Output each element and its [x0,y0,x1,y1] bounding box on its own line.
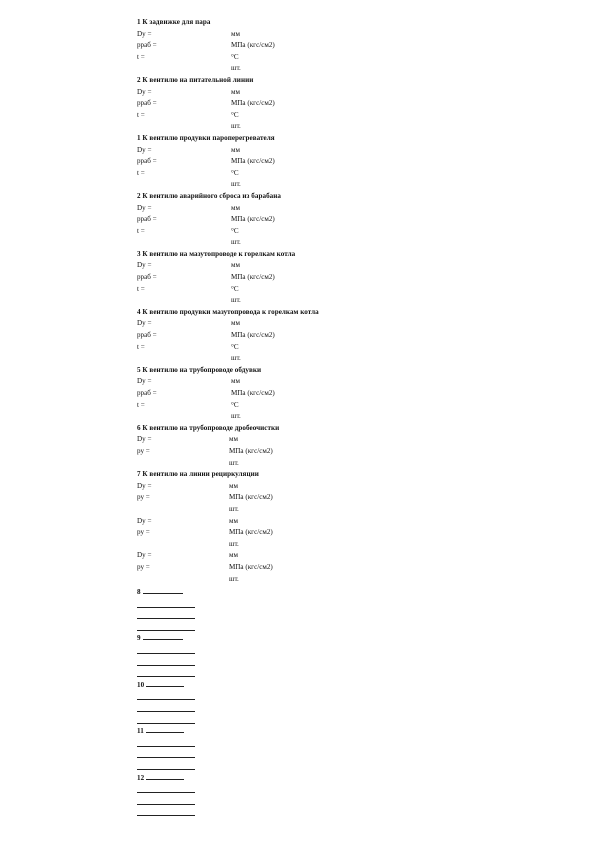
spec-row [137,481,557,493]
fill-in-row [137,691,557,703]
fill-in-row [137,715,557,727]
spec-row [137,342,557,354]
section-heading: 2 К вентилю на питательной линии [137,75,254,84]
blank-item-heading [137,680,557,692]
spec-label: Dу = [137,87,152,96]
spec-row [137,156,557,168]
spec-row [137,179,557,191]
spec-unit: мм [231,319,240,328]
spec-row [137,272,557,284]
spec-unit: мм [229,516,238,525]
blank-item-heading [137,773,557,785]
section-heading: 2 К вентилю аварийного сброса из барабана [137,191,281,200]
spec-unit: МПа (кгс/см2) [229,562,273,571]
blank-item-number: 9 [137,634,141,643]
spec-row [137,40,557,52]
fill-in-line [146,686,184,687]
valve-spec-section [137,469,557,585]
spec-unit: мм [229,481,238,490]
spec-label: ру = [137,446,150,455]
spec-unit: шт. [231,238,241,247]
section-heading: 6 К вентилю на трубопроводе дробеочистки [137,423,280,432]
spec-row [137,562,557,574]
spec-label: рраб = [137,331,157,340]
spec-row [137,353,557,365]
fill-in-row [137,645,557,657]
fill-in-line [137,711,195,712]
fill-in-line [137,746,195,747]
section-heading: 3 К вентилю на мазутопроводе к горелкам котла [137,249,296,258]
fill-in-line [137,607,195,608]
fill-in-line [137,676,195,677]
fill-in-row [137,668,557,680]
spec-unit: МПа (кгс/см2) [229,493,273,502]
spec-row [137,400,557,412]
spec-row [137,145,557,157]
spec-row [137,87,557,99]
spec-label: t = [137,110,145,119]
spec-row [137,237,557,249]
fill-in-line [137,618,195,619]
fill-in-line [146,779,184,780]
spec-label: Dу = [137,145,152,154]
valve-spec-section [137,365,557,423]
spec-unit: °С [231,342,239,351]
valve-spec-section [137,75,557,133]
valve-spec-section [137,133,557,191]
spec-unit: °С [231,168,239,177]
document-page [137,17,557,819]
spec-label: Dу = [137,516,152,525]
fill-in-line [143,639,183,640]
spec-unit: МПа (кгс/см2) [231,331,275,340]
spec-label: Dу = [137,435,152,444]
spec-unit: шт. [231,64,241,73]
blank-item-number: 8 [137,588,141,597]
spec-unit: МПа (кгс/см2) [229,528,273,537]
spec-unit: МПа (кгс/см2) [231,41,275,50]
fill-in-line [137,699,195,700]
spec-unit: МПа (кгс/см2) [231,389,275,397]
spec-row [137,516,557,528]
valve-spec-section [137,423,557,469]
blank-item-heading [137,633,557,645]
fill-in-row [137,622,557,634]
spec-label: t = [137,400,145,409]
spec-label: Dу = [137,481,152,490]
spec-row [137,168,557,180]
fill-in-row [137,599,557,611]
spec-row [137,226,557,238]
spec-unit: шт. [231,296,241,305]
blank-item [137,633,557,679]
spec-unit: шт. [231,180,241,189]
spec-label: Dу = [137,29,152,38]
spec-unit: шт. [231,412,241,421]
blank-item-number: 10 [137,680,145,689]
section-heading: 1 К вентилю продувки пароперегревателя [137,133,275,142]
blank-item [137,726,557,772]
spec-label: ру = [137,493,150,502]
spec-unit: МПа (кгс/см2) [231,273,275,282]
blank-item [137,773,557,819]
spec-row [137,330,557,342]
spec-row [137,376,557,388]
spec-label: рраб = [137,99,157,108]
spec-label: рраб = [137,215,157,224]
spec-unit: МПа (кгс/см2) [229,446,273,455]
section-heading: 7 К вентилю на линии рециркуляции [137,470,259,479]
fill-in-line [137,665,195,666]
spec-label: t = [137,168,145,177]
spec-label: Dу = [137,377,152,386]
valve-spec-section [137,17,557,75]
spec-row [137,388,557,400]
spec-unit: °С [231,110,239,119]
blank-item-heading [137,726,557,738]
spec-unit: шт. [231,354,241,363]
spec-label: t = [137,226,145,235]
fill-in-line [137,815,195,816]
spec-unit: мм [231,87,240,96]
spec-row [137,527,557,539]
spec-row [137,121,557,133]
spec-unit: МПа (кгс/см2) [231,99,275,108]
spec-unit: °С [231,52,239,61]
fill-in-row [137,738,557,750]
fill-in-row [137,749,557,761]
spec-unit: шт. [231,122,241,131]
spec-label: t = [137,342,145,351]
spec-row [137,504,557,516]
fill-in-line [146,732,184,733]
spec-row [137,214,557,226]
spec-unit: МПа (кгс/см2) [231,215,275,224]
fill-in-row [137,610,557,622]
section-heading: 4 К вентилю продувки мазутопровода к горелкам котла [137,307,319,316]
spec-row [137,550,557,562]
spec-row [137,434,557,446]
fill-in-line [137,769,195,770]
valve-spec-section [137,191,557,249]
spec-label: t = [137,52,145,61]
spec-row [137,411,557,423]
blank-items [137,587,557,819]
spec-row [137,260,557,272]
spec-label: рраб = [137,157,157,166]
fill-in-row [137,703,557,715]
spec-unit: МПа (кгс/см2) [231,157,275,166]
spec-unit: мм [231,261,240,270]
spec-row [137,446,557,458]
spec-unit: мм [229,435,238,444]
fill-in-line [137,630,195,631]
fill-in-line [137,792,195,793]
spec-label: рраб = [137,273,157,282]
fill-in-row [137,761,557,773]
spec-row [137,52,557,64]
spec-row [137,98,557,110]
spec-label: Dу = [137,203,152,212]
blank-item-number: 11 [137,727,144,736]
blank-item [137,680,557,726]
spec-unit: шт. [229,458,239,467]
spec-unit: шт. [229,504,239,513]
spec-unit: °С [231,226,239,235]
spec-label: ру = [137,528,150,537]
spec-row [137,203,557,215]
valve-spec-section [137,307,557,365]
spec-unit: шт. [229,574,239,583]
blank-item-heading [137,587,557,599]
spec-unit: °С [231,284,239,293]
spec-label: Dу = [137,551,152,560]
spec-row [137,29,557,41]
spec-label: t = [137,284,145,293]
fill-in-line [137,723,195,724]
fill-in-row [137,784,557,796]
spec-row [137,458,557,470]
spec-label: ру = [137,562,150,571]
spec-label: рраб = [137,389,157,397]
fill-in-row [137,657,557,669]
valve-spec-section [137,249,557,307]
section-heading: 5 К вентилю на трубопроводе обдувки [137,365,262,374]
spec-unit: мм [231,203,240,212]
fill-in-line [143,593,183,594]
spec-unit: мм [231,29,240,38]
spec-row [137,110,557,122]
spec-row [137,318,557,330]
fill-in-line [137,757,195,758]
spec-row [137,295,557,307]
spec-unit: мм [231,377,240,386]
fill-in-line [137,804,195,805]
spec-row [137,574,557,586]
fill-in-line [137,653,195,654]
spec-label: Dу = [137,319,152,328]
spec-unit: мм [231,145,240,154]
blank-item [137,587,557,633]
spec-row [137,284,557,296]
section-heading: 1 К задвижке для пара [137,18,211,26]
spec-row [137,492,557,504]
spec-label: Dу = [137,261,152,270]
spec-row [137,63,557,75]
spec-label: рраб = [137,41,157,50]
fill-in-row [137,807,557,819]
spec-unit: шт. [229,539,239,548]
blank-item-number: 12 [137,773,145,782]
spec-unit: °С [231,400,239,409]
spec-unit: мм [229,551,238,560]
fill-in-row [137,796,557,808]
spec-row [137,539,557,551]
